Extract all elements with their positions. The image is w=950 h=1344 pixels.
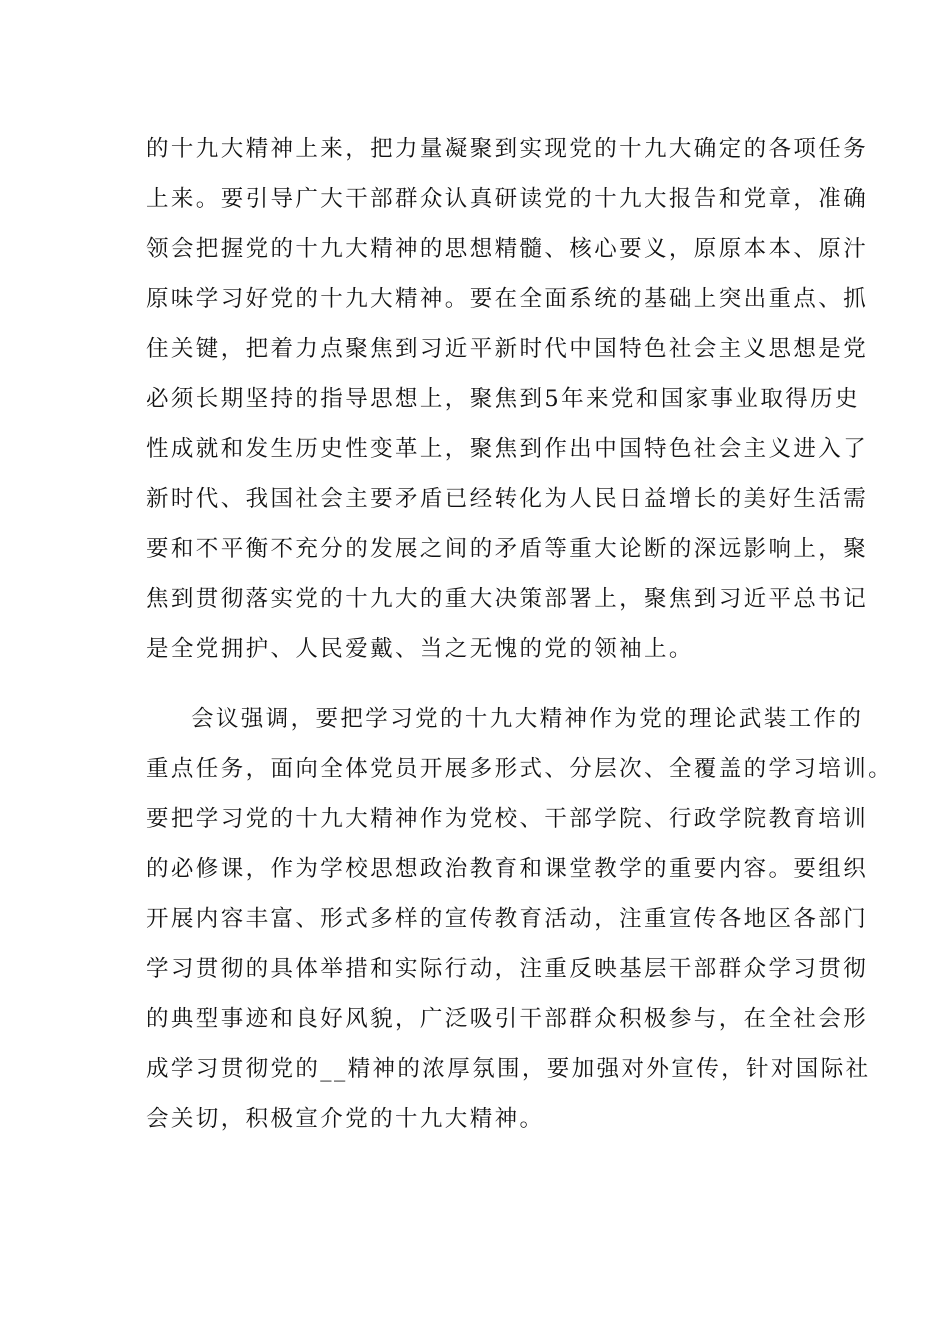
text-line: 的必修课，作为学校思想政治教育和课堂教学的重要内容。要组织: [146, 856, 869, 882]
text-line: 要和不平衡不充分的发展之间的矛盾等重大论断的深远影响上，聚: [146, 536, 869, 562]
text-line: 的十九大精神上来，把力量凝聚到实现党的十九大确定的各项任务: [146, 136, 869, 162]
text-line: 的典型事迹和良好风貌，广泛吸引干部群众积极参与，在全社会形: [146, 1006, 869, 1032]
paragraph-continuation: [146, 124, 869, 674]
text-line: 是全党拥护、人民爱戴、当之无愧的党的领袖上。: [146, 636, 694, 662]
text-line: 性成就和发生历史性变革上，聚焦到作出中国特色社会主义进入了: [146, 436, 869, 462]
text-line: 原味学习好党的十九大精神。要在全面系统的基础上突出重点、抓: [146, 286, 869, 312]
text-line: 上来。要引导广大干部群众认真研读党的十九大报告和党章，准确: [146, 186, 869, 212]
text-line: 焦到贯彻落实党的十九大的重大决策部署上，聚焦到习近平总书记: [146, 586, 869, 612]
text-line: 新时代、我国社会主要矛盾已经转化为人民日益增长的美好生活需: [146, 486, 869, 512]
text-line-first-indented: 会议强调，要把学习党的十九大精神作为党的理论武装工作的: [191, 706, 864, 732]
paragraph-meeting-emphasis: [146, 694, 894, 1144]
text-line: 成学习贯彻党的__精神的浓厚氛围，要加强对外宣传，针对国际社: [146, 1056, 871, 1082]
text-line: 必须长期坚持的指导思想上，聚焦到5年来党和国家事业取得历史: [146, 386, 860, 412]
text-line: 要把学习党的十九大精神作为党校、干部学院、行政学院教育培训: [146, 806, 869, 832]
text-line: 住关键，把着力点聚焦到习近平新时代中国特色社会主义思想是党: [146, 336, 869, 362]
text-line: 会关切，积极宣介党的十九大精神。: [146, 1106, 545, 1132]
text-line: 开展内容丰富、形式多样的宣传教育活动，注重宣传各地区各部门: [146, 906, 869, 932]
text-line: 重点任务，面向全体党员开展多形式、分层次、全覆盖的学习培训。: [146, 756, 894, 782]
text-line: 领会把握党的十九大精神的思想精髓、核心要义，原原本本、原汁: [146, 236, 869, 262]
text-line: 学习贯彻的具体举措和实际行动，注重反映基层干部群众学习贯彻: [146, 956, 869, 982]
